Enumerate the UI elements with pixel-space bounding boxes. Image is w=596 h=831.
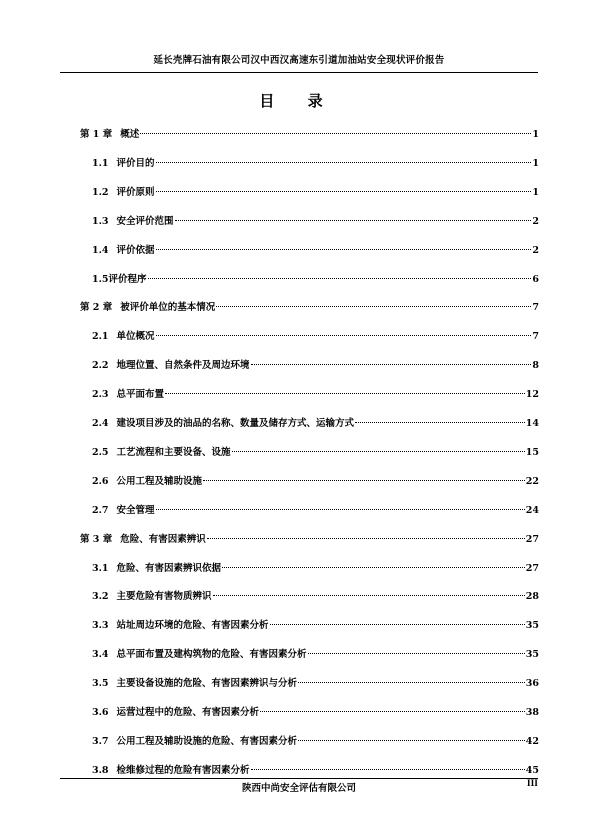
running-footer — [60, 780, 538, 794]
toc-entry-number: 3.6 — [92, 707, 109, 718]
toc-chapter-entry[interactable] — [80, 533, 539, 547]
toc-entry-number: 3.5 — [92, 678, 109, 690]
toc-entry-title: 主要设备设施的危险、有害因素辨识与分析 — [116, 678, 298, 690]
toc-entry-number: 2.4 — [92, 418, 109, 429]
toc-page-number: 8 — [532, 360, 539, 372]
toc-page-number: 6 — [532, 273, 539, 285]
toc-dot-leader — [251, 364, 532, 365]
toc-section-entry[interactable] — [92, 388, 539, 402]
toc-section-entry[interactable] — [92, 619, 539, 633]
page-title: 目 录 — [259, 92, 337, 110]
toc-section-entry[interactable] — [92, 273, 539, 287]
toc-section-entry[interactable] — [92, 359, 539, 373]
toc-section-entry[interactable] — [92, 562, 539, 576]
toc-dot-leader — [165, 393, 525, 394]
toc-page-number: 1 — [532, 157, 539, 169]
toc-section-entry[interactable] — [92, 186, 539, 200]
toc-dot-leader — [156, 162, 532, 163]
toc-dot-leader — [207, 538, 525, 539]
toc-entry-number: 2.7 — [92, 504, 109, 516]
toc-page-number: 2 — [532, 244, 539, 256]
footer-company: 陕西中尚安全评估有限公司 — [241, 783, 356, 794]
toc-dot-leader — [148, 278, 532, 279]
toc-page-number: 35 — [525, 620, 539, 632]
footer-page-number: III — [526, 779, 538, 789]
toc-entry-number: 3.2 — [92, 591, 109, 603]
toc-chapter-entry[interactable] — [80, 128, 539, 142]
toc-page-number: 27 — [525, 533, 539, 545]
toc-entry-title: 建设项目涉及的油品的名称、数量及储存方式、运输方式 — [116, 418, 355, 429]
toc-entry-number: 1.5 — [92, 273, 109, 285]
toc-entry-number: 2.2 — [92, 360, 109, 372]
toc-page-number: 36 — [525, 678, 539, 690]
toc-entry-number: 2.5 — [92, 446, 109, 458]
toc-section-entry[interactable] — [92, 735, 539, 749]
toc-page-number: 1 — [532, 129, 539, 140]
toc-entry-title: 公用工程及辅助设施的危险、有害因素分析 — [116, 735, 298, 747]
toc-dot-leader — [156, 249, 532, 250]
footer-divider — [60, 778, 538, 779]
toc-entry-title: 站址周边环境的危险、有害因素分析 — [116, 620, 269, 632]
toc-dot-leader — [222, 567, 525, 568]
toc-entry-number: 1.1 — [92, 157, 109, 169]
toc-entry-title: 评价程序 — [108, 273, 147, 285]
toc-dot-leader — [156, 191, 532, 192]
header-title: 延长壳牌石油有限公司汉中西汉高速东引道加油站安全现状评价报告 — [153, 55, 445, 66]
toc-page-number: 28 — [525, 591, 539, 603]
toc-dot-leader — [213, 595, 525, 596]
toc-entry-title: 总平面布置及建构筑物的危险、有害因素分析 — [116, 649, 307, 661]
toc-dot-leader — [298, 682, 525, 683]
toc-page-number: 24 — [525, 504, 539, 516]
toc-entry-number: 第 1 章 — [80, 129, 113, 140]
toc-dot-leader — [216, 306, 531, 307]
toc-page-number: 7 — [532, 331, 539, 343]
toc-section-entry[interactable] — [92, 764, 539, 778]
toc-section-entry[interactable] — [92, 706, 539, 720]
toc-page-number: 22 — [525, 475, 539, 487]
toc-entry-title: 评价原则 — [116, 186, 155, 198]
toc-entry-title: 安全管理 — [116, 504, 155, 516]
toc-section-entry[interactable] — [92, 475, 539, 489]
toc-entry-number: 第 3 章 — [80, 533, 113, 545]
toc-page-number: 38 — [525, 707, 539, 718]
toc-entry-title: 单位概况 — [116, 331, 155, 343]
toc-page-number: 42 — [525, 735, 539, 747]
toc-entry-number: 3.7 — [92, 735, 109, 747]
toc-section-entry[interactable] — [92, 446, 539, 460]
toc-section-entry[interactable] — [92, 677, 539, 691]
toc-section-entry[interactable] — [92, 417, 539, 431]
toc-dot-leader — [270, 624, 525, 625]
toc-entry-title: 危险、有害因素辨识 — [120, 533, 206, 545]
toc-entry-title: 总平面布置 — [116, 389, 165, 401]
toc-entry-title: 地理位置、自然条件及周边环境 — [116, 360, 250, 372]
toc-entry-title: 安全评价范围 — [116, 215, 174, 227]
toc-entry-number: 3.8 — [92, 764, 109, 776]
toc-entry-title: 主要危险有害物质辨识 — [116, 591, 212, 603]
toc-entry-title: 危险、有害因素辨识依据 — [116, 562, 222, 574]
toc-entry-title: 检维修过程的危险有害因素分析 — [116, 764, 250, 776]
toc-entry-title: 公用工程及辅助设施 — [116, 475, 203, 487]
toc-section-entry[interactable] — [92, 504, 539, 518]
toc-section-entry[interactable] — [92, 648, 539, 662]
toc-dot-leader — [140, 133, 531, 134]
toc-entry-number: 1.4 — [92, 244, 109, 256]
toc-page-number: 27 — [525, 562, 539, 574]
toc-dot-leader — [175, 220, 532, 221]
toc-entry-title: 概述 — [120, 129, 140, 140]
toc-entry-title: 运营过程中的危险、有害因素分析 — [116, 707, 260, 718]
toc-dot-leader — [308, 653, 525, 654]
toc-dot-leader — [203, 480, 525, 481]
toc-entry-number: 1.2 — [92, 186, 109, 198]
toc-page-number: 35 — [525, 649, 539, 661]
toc-section-entry[interactable] — [92, 590, 539, 604]
toc-dot-leader — [156, 335, 532, 336]
toc-entry-title: 评价依据 — [116, 244, 155, 256]
toc-dot-leader — [251, 769, 525, 770]
toc-section-entry[interactable] — [92, 244, 539, 258]
toc-entry-number: 1.3 — [92, 215, 109, 227]
toc-page-number: 45 — [525, 764, 539, 776]
toc-dot-leader — [156, 509, 525, 510]
toc-entry-number: 2.1 — [92, 331, 109, 343]
toc-dot-leader — [355, 422, 525, 423]
toc-page-number: 14 — [525, 418, 539, 429]
toc-dot-leader — [232, 451, 525, 452]
toc-entry-number: 2.6 — [92, 475, 109, 487]
toc-entry-number: 2.3 — [92, 389, 109, 401]
toc-entry-title: 被评价单位的基本情况 — [120, 302, 216, 314]
running-header — [60, 50, 538, 73]
toc-page-number: 7 — [532, 302, 539, 314]
toc-section-entry[interactable] — [92, 330, 539, 344]
toc-page-number: 15 — [525, 446, 539, 458]
toc-entry-number: 3.1 — [92, 562, 109, 574]
toc-dot-leader — [298, 740, 525, 741]
toc-chapter-entry[interactable] — [80, 301, 539, 315]
toc-entry-title: 评价目的 — [116, 157, 155, 169]
toc-entry-number: 第 2 章 — [80, 302, 113, 314]
toc-page-number: 12 — [525, 389, 539, 401]
toc-page-number: 1 — [532, 186, 539, 198]
toc-section-entry[interactable] — [92, 215, 539, 229]
toc-entry-number: 3.3 — [92, 620, 109, 632]
toc-section-entry[interactable] — [92, 157, 539, 171]
toc-page-number: 2 — [532, 215, 539, 227]
toc-entry-number: 3.4 — [92, 649, 109, 661]
toc-dot-leader — [260, 711, 525, 712]
toc-entry-title: 工艺流程和主要设备、设施 — [116, 446, 231, 458]
